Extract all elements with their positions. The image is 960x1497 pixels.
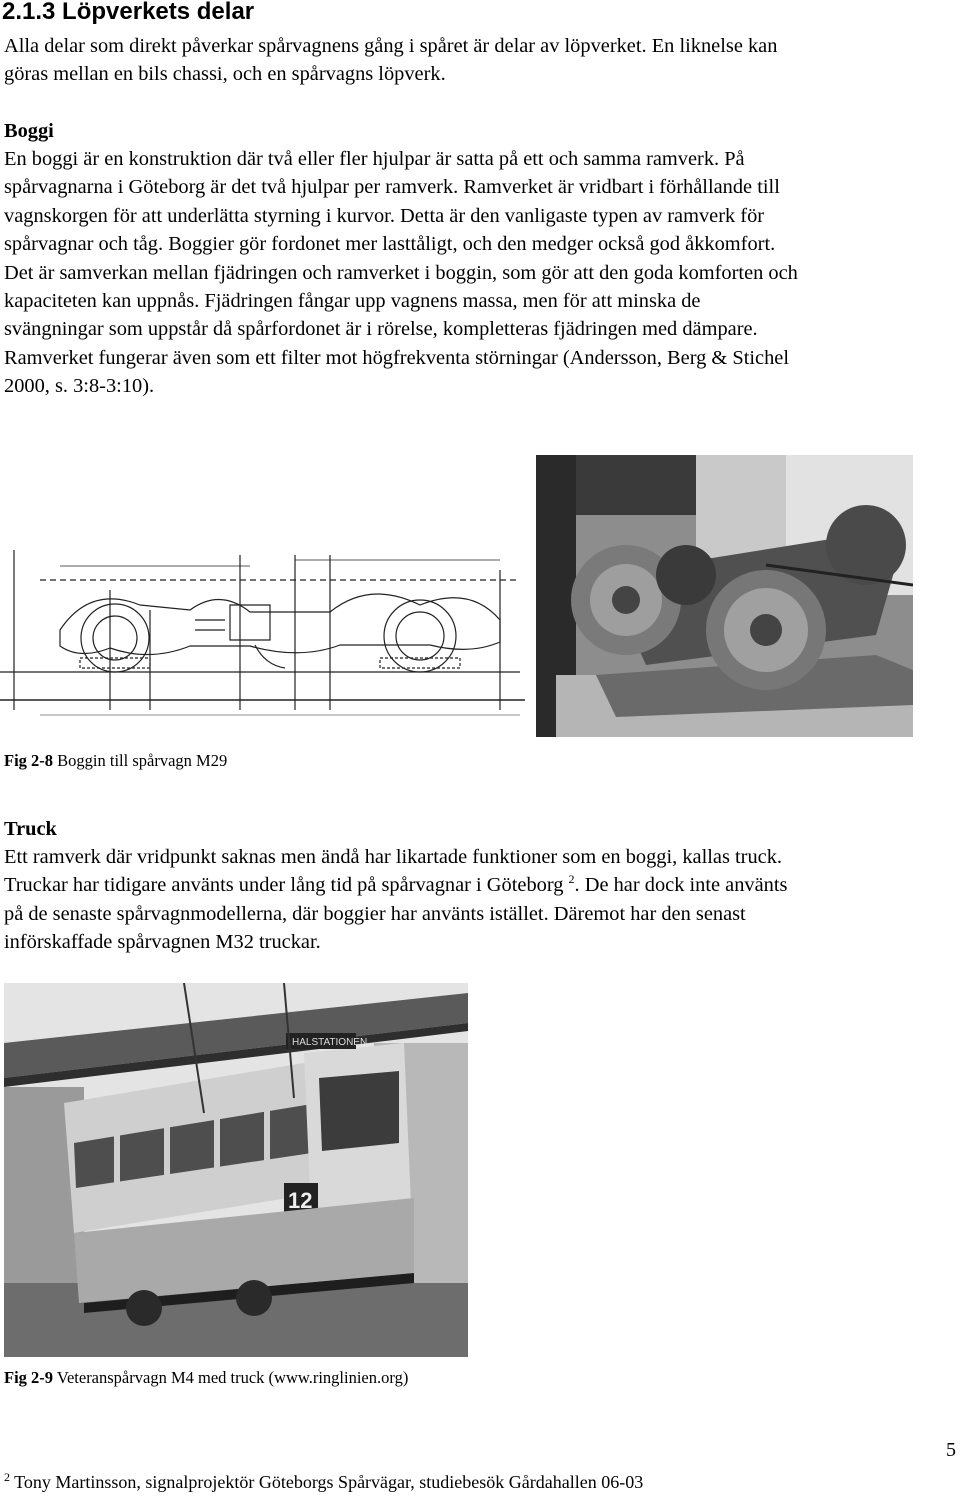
boggi-line-6: kapaciteten kan uppnås. Fjädringen fångar upp vagnens massa, men för att minska de: [4, 290, 701, 313]
figure-2-9-caption: [4, 1367, 408, 1389]
footnote-text: Tony Martinsson, signalprojektör Göteborgs Spårvägar, studiebesök Gårdahallen 06-03: [10, 1472, 644, 1492]
boggi-line-8: Ramverket fungerar även som ett filter mot högfrekventa störningar (Andersson, Berg & Stichel: [4, 346, 790, 369]
figure-2-8-caption: [4, 750, 227, 772]
truck-line-4: införskaffade spårvagnen M32 truckar.: [4, 931, 321, 954]
bogie-photo: [536, 455, 913, 737]
footnote: [4, 1470, 643, 1494]
page-number: 5: [946, 1439, 956, 1461]
intro-line-2: göras mellan en bils chassi, och en spårvagns löpverk.: [4, 63, 446, 86]
intro-paragraph: [4, 32, 958, 89]
truck-heading: Truck: [4, 818, 57, 840]
boggi-heading: Boggi: [4, 120, 54, 142]
truck-line-2b: . De har dock inte använts: [574, 874, 788, 897]
veteran-tram-photo: [4, 983, 468, 1357]
truck-line-2a: Truckar har tidigare använts under lång tid på spårvagnar i Göteborg: [4, 874, 569, 897]
boggi-line-2: spårvagnarna i Göteborg är det två hjulpar per ramverk. Ramverket är vridbart i förhållande till: [4, 176, 780, 199]
section-title: 2.1.3 Löpverkets delar: [2, 0, 255, 25]
boggi-paragraph: [4, 145, 958, 401]
truck-line-3: på de senaste spårvagnmodellerna, där boggier har använts istället. Däremot har den senast: [4, 902, 746, 925]
truck-line-2: [4, 871, 958, 899]
boggi-line-7: svängningar som uppstår då spårfordonet är i rörelse, kompletteras fjädringen med dämpare.: [4, 318, 758, 341]
truck-line-1: Ett ramverk där vridpunkt saknas men ändå har likartade funktioner som en boggi, kallas truck.: [4, 846, 783, 868]
figure-2-8-text: Boggin till spårvagn M29: [53, 751, 228, 770]
tram-destination-sign: HALSTATIONEN: [292, 1037, 368, 1048]
figure-2-9-label: Fig 2-9: [4, 1368, 54, 1387]
truck-paragraph: [4, 843, 958, 957]
tram-line-number: 12: [288, 1188, 313, 1213]
boggi-line-5: Det är samverkan mellan fjädringen och ramverket i boggin, som gör att den goda komforten och: [4, 261, 798, 284]
boggi-line-9: 2000, s. 3:8-3:10).: [4, 375, 155, 398]
figure-2-8-label: Fig 2-8: [4, 751, 54, 770]
bogie-technical-drawing: [0, 550, 530, 740]
boggi-line-4: spårvagnar och tåg. Boggier gör fordonet mer lasttåligt, och den medger också god åkkomfort.: [4, 233, 776, 256]
boggi-line-1: En boggi är en konstruktion där två eller fler hjulpar är satta på ett och samma ramverk. På: [4, 148, 745, 170]
figure-2-9-text: Veteranspårvagn M4 med truck (www.ringlinien.org): [53, 1368, 409, 1387]
footnote-ref: 2: [568, 872, 575, 887]
footnote-mark: 2: [4, 1470, 10, 1484]
intro-line-1: Alla delar som direkt påverkar spårvagnens gång i spåret är delar av löpverket. En liknelse kan: [4, 35, 778, 57]
boggi-line-3: vagnskorgen för att underlätta styrning i kurvor. Detta är den vanligaste typen av ramverk för: [4, 204, 765, 227]
